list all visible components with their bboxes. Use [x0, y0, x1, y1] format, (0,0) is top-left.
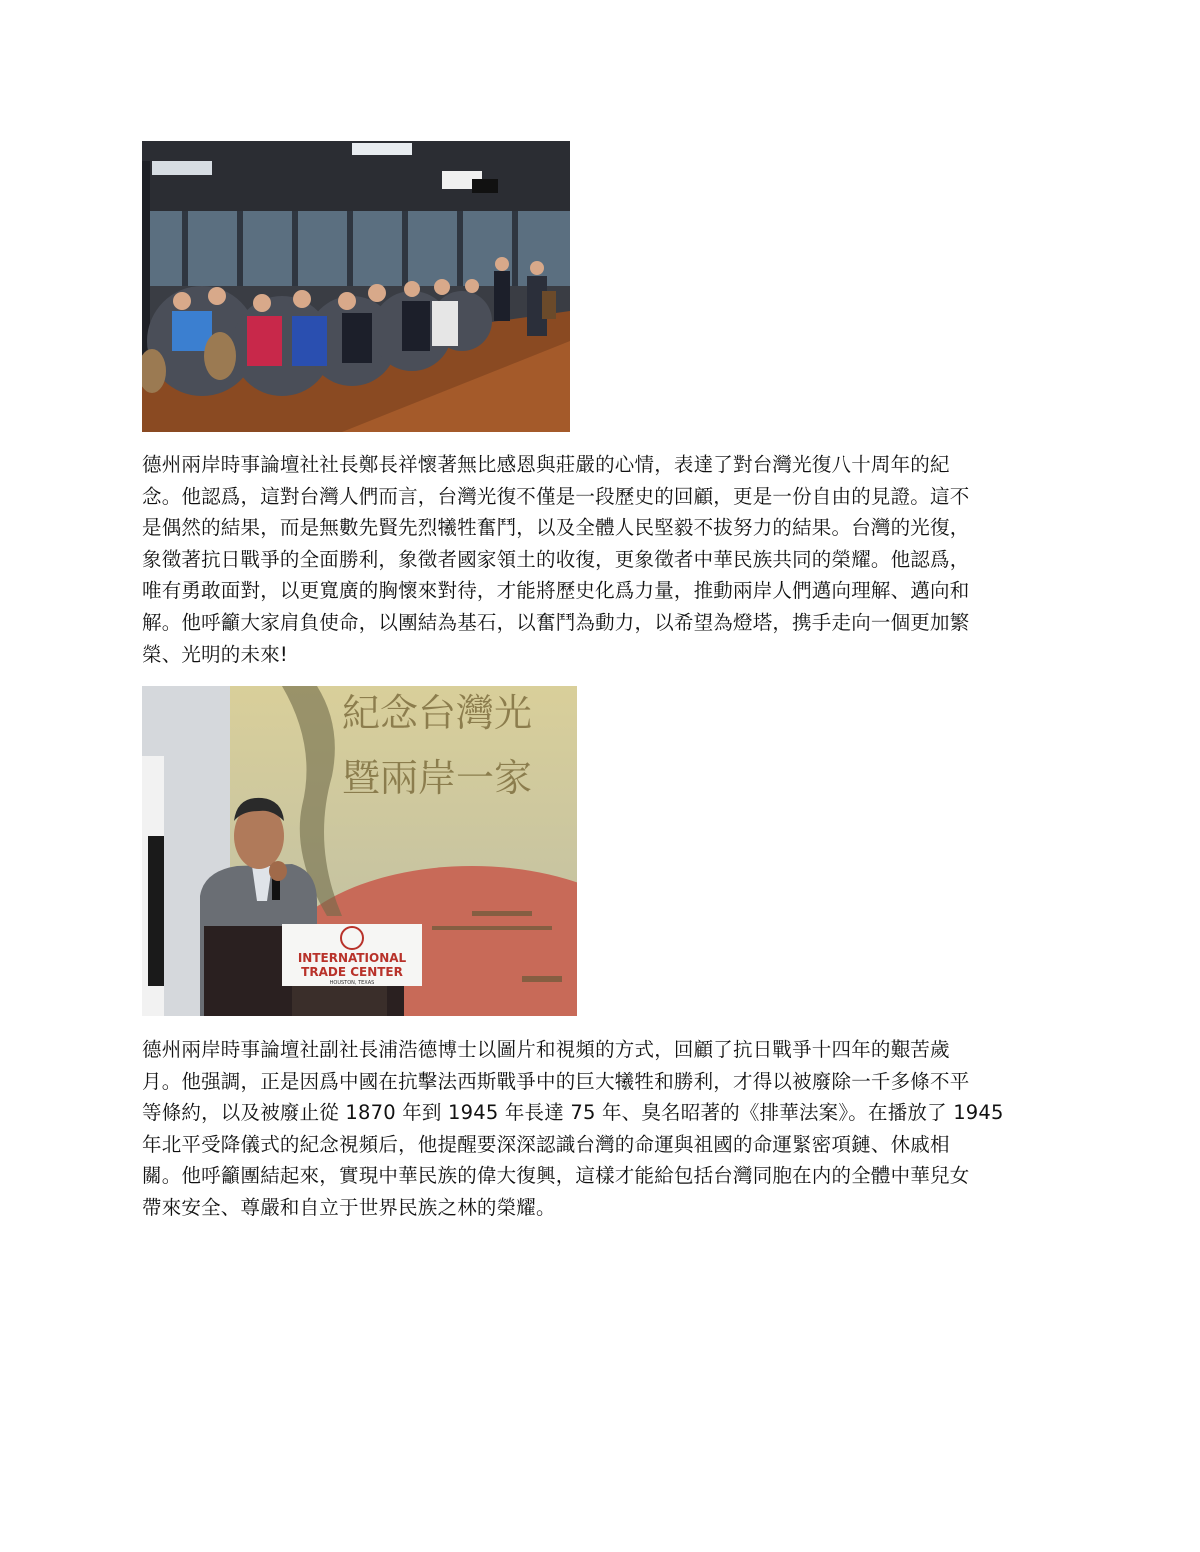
paragraph-2-line: 關。他呼籲團結起來，實現中華民族的偉大復興，這樣才能給包括台灣同胞在内的全體中華兒女 [142, 1164, 970, 1188]
paragraph-1-line: 是偶然的結果，而是無數先賢先烈犧牲奮鬥，以及全體人民堅毅不拔努力的結果。台灣的光復， [142, 516, 970, 540]
audience-photo [142, 141, 570, 432]
paragraph-1-line: 念。他認爲，這對台灣人們而言，台灣光復不僅是一段歷史的回顧，更是一份自由的見證。這不 [142, 484, 970, 508]
podium-sign-line-1: INTERNATIONAL [297, 951, 407, 965]
podium-sign-line-3: HOUSTON, TEXAS [329, 980, 375, 986]
screen-text-2: 暨兩岸一家 [342, 756, 533, 800]
paragraph-1-line: 唯有勇敢面對，以更寬廣的胸懷來對待，才能將歷史化爲力量，推動兩岸人們邁向理解、邁向和 [142, 579, 970, 603]
speaker-photo-illustration [142, 686, 577, 1016]
screen-text-1: 紀念台灣光 [342, 691, 533, 735]
paragraph-1-line: 象徵著抗日戰爭的全面勝利，象徵者國家領土的收復，更象徵者中華民族共同的榮耀。他認爲， [142, 547, 970, 571]
paragraph-2-line: 帶來安全、尊嚴和自立于世界民族之林的榮耀。 [142, 1195, 556, 1219]
paragraph-1-line: 榮、光明的未來! [142, 642, 288, 666]
paragraph-1-line: 德州兩岸時事論壇社社長鄭長祥懷著無比感恩與莊嚴的心情，表達了對台灣光復八十周年的紀 [142, 453, 950, 476]
podium-sign-line-2: TRADE CENTER [301, 965, 403, 979]
paragraph-1 [142, 449, 1054, 670]
paragraph-1-line: 解。他呼籲大家肩負使命，以團結為基石，以奮鬥為動力，以希望為燈塔，携手走向一個更加繁 [142, 610, 970, 634]
paragraph-2-line: 月。他强調，正是因爲中國在抗擊法西斯戰爭中的巨大犧牲和勝利，才得以被廢除一千多條不平 [142, 1069, 970, 1093]
paragraph-2-line: 等條約，以及被廢止從 1870 年到 1945 年長達 75 年、臭名昭著的《排華法案》。在播放了 1945 [142, 1101, 1004, 1125]
paragraph-2 [142, 1034, 1054, 1224]
audience-photo-illustration [142, 141, 570, 432]
speaker-photo [142, 686, 577, 1016]
paragraph-2-line: 德州兩岸時事論壇社副社長浦浩德博士以圖片和視頻的方式，回顧了抗日戰爭十四年的艱苦歲 [142, 1038, 950, 1061]
paragraph-2-line: 年北平受降儀式的紀念視頻后，他提醒要深深認識台灣的命運與祖國的命運緊密項鏈、休戚相 [142, 1132, 950, 1156]
